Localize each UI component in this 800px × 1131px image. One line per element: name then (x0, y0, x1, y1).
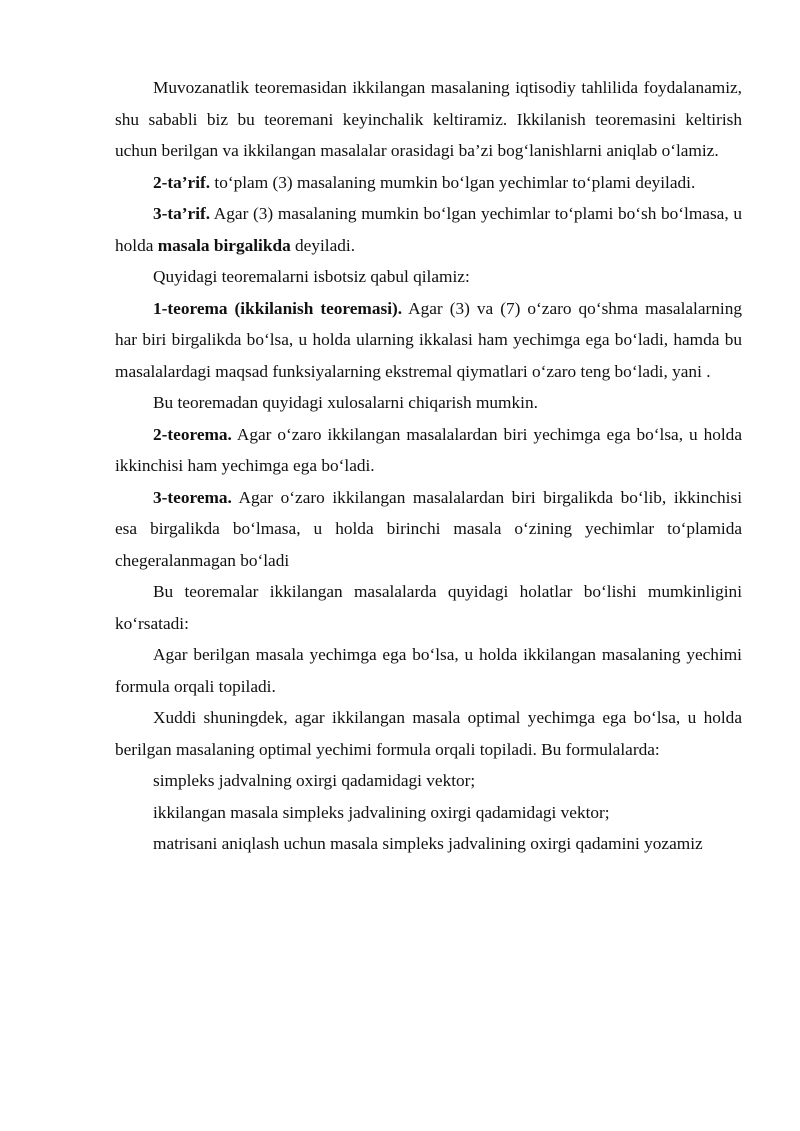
paragraph-theorem-3 (115, 482, 742, 577)
paragraph-text: Bu teoremadan quyidagi xulosalarni chiqarish mumkin. (153, 393, 538, 412)
paragraph-text: to‘plam (3) masalaning mumkin bo‘lgan yechimlar to‘plami deyiladi. (210, 172, 696, 192)
definition-label: 3-ta’rif. (153, 204, 211, 223)
paragraph-text: matrisani aniqlash uchun masala simpleks jadvalining oxirgi qadamini yozamiz (153, 834, 703, 853)
paragraph-definition-2 (115, 167, 742, 199)
paragraph-conclusions (115, 387, 742, 419)
paragraph-text: Muvozanatlik teoremasidan ikkilangan masalaning iqtisodiy tahlilida foydalanamiz, shu sababli biz bu teoremani keyinchalik keltiramiz. Ikkilanish teoremasini keltirish uchun berilgan va ikkilangan masalalar orasidagi ba’zi bog‘lanishlarni aniqlab o‘lamiz. (115, 78, 742, 160)
paragraph-text: Agar (3) masalaning mumkin bo‘lgan yechimlar to‘plami bo‘sh bo‘lmasa, u holda (115, 204, 742, 255)
paragraph-definition-3 (115, 198, 742, 261)
paragraph-dual-solution (115, 639, 742, 702)
document-page (115, 72, 742, 860)
theorem-label: 2-teorema. (153, 424, 232, 444)
paragraph-text: Agar (3) va (7) o‘zaro qo‘shma masalalarning har biri birgalikda bo‘lsa, u holda ularning ikkalasi ham yechimga ega bo‘ladi, hamda bu masalalardagi maqsad funksiyalarning ekstremal qiymatlari o‘zaro teng bo‘ladi, yani . (115, 298, 742, 381)
paragraph-text: Xuddi shuningdek, agar ikkilangan masala optimal yechimga ega bo‘lsa, u holda berilgan masalaning optimal yechimi formula orqali topiladi. Bu formulalarda: (115, 708, 742, 759)
theorem-label: 3-teorema. (153, 487, 232, 507)
paragraph-intro (115, 72, 742, 167)
paragraph-text: Agar o‘zaro ikkilangan masalalardan biri yechimga ega bo‘lsa, u holda ikkinchisi ham yechimga ega bo‘ladi. (115, 424, 742, 475)
theorem-label: 1-teorema (ikkilanish teoremasi). (153, 298, 403, 318)
paragraph-formula-note-2 (115, 797, 742, 829)
paragraph-theorem-1 (115, 293, 742, 388)
paragraph-cases (115, 576, 742, 639)
paragraph-theorems-intro (115, 261, 742, 293)
defined-term: masala birgalikda (157, 235, 291, 255)
paragraph-text: Bu teoremalar ikkilangan masalalarda quyidagi holatlar bo‘lishi mumkinligini ko‘rsatadi: (115, 582, 742, 633)
paragraph-text: Agar o‘zaro ikkilangan masalalardan biri birgalikda bo‘lib, ikkinchisi esa birgalikda bo‘lmasa, u holda birinchi masala o‘zining yechimlar to‘plamida chegeralanmagan bo‘ladi (115, 487, 742, 570)
definition-label: 2-ta’rif. (153, 172, 211, 192)
paragraph-text: deyiladi. (290, 235, 356, 255)
paragraph-text: ikkilangan masala simpleks jadvalining oxirgi qadamidagi vektor; (153, 802, 610, 822)
paragraph-text: Agar berilgan masala yechimga ega bo‘lsa, u holda ikkilangan masalaning yechimi formula orqali topiladi. (115, 645, 742, 696)
paragraph-text: Quyidagi teoremalarni isbotsiz qabul qilamiz: (153, 267, 470, 286)
paragraph-formula-note-1 (115, 765, 742, 797)
paragraph-primal-solution (115, 702, 742, 765)
paragraph-matrix-note (115, 828, 742, 860)
paragraph-theorem-2 (115, 419, 742, 482)
paragraph-text: simpleks jadvalning oxirgi qadamidagi vektor; (153, 771, 476, 790)
